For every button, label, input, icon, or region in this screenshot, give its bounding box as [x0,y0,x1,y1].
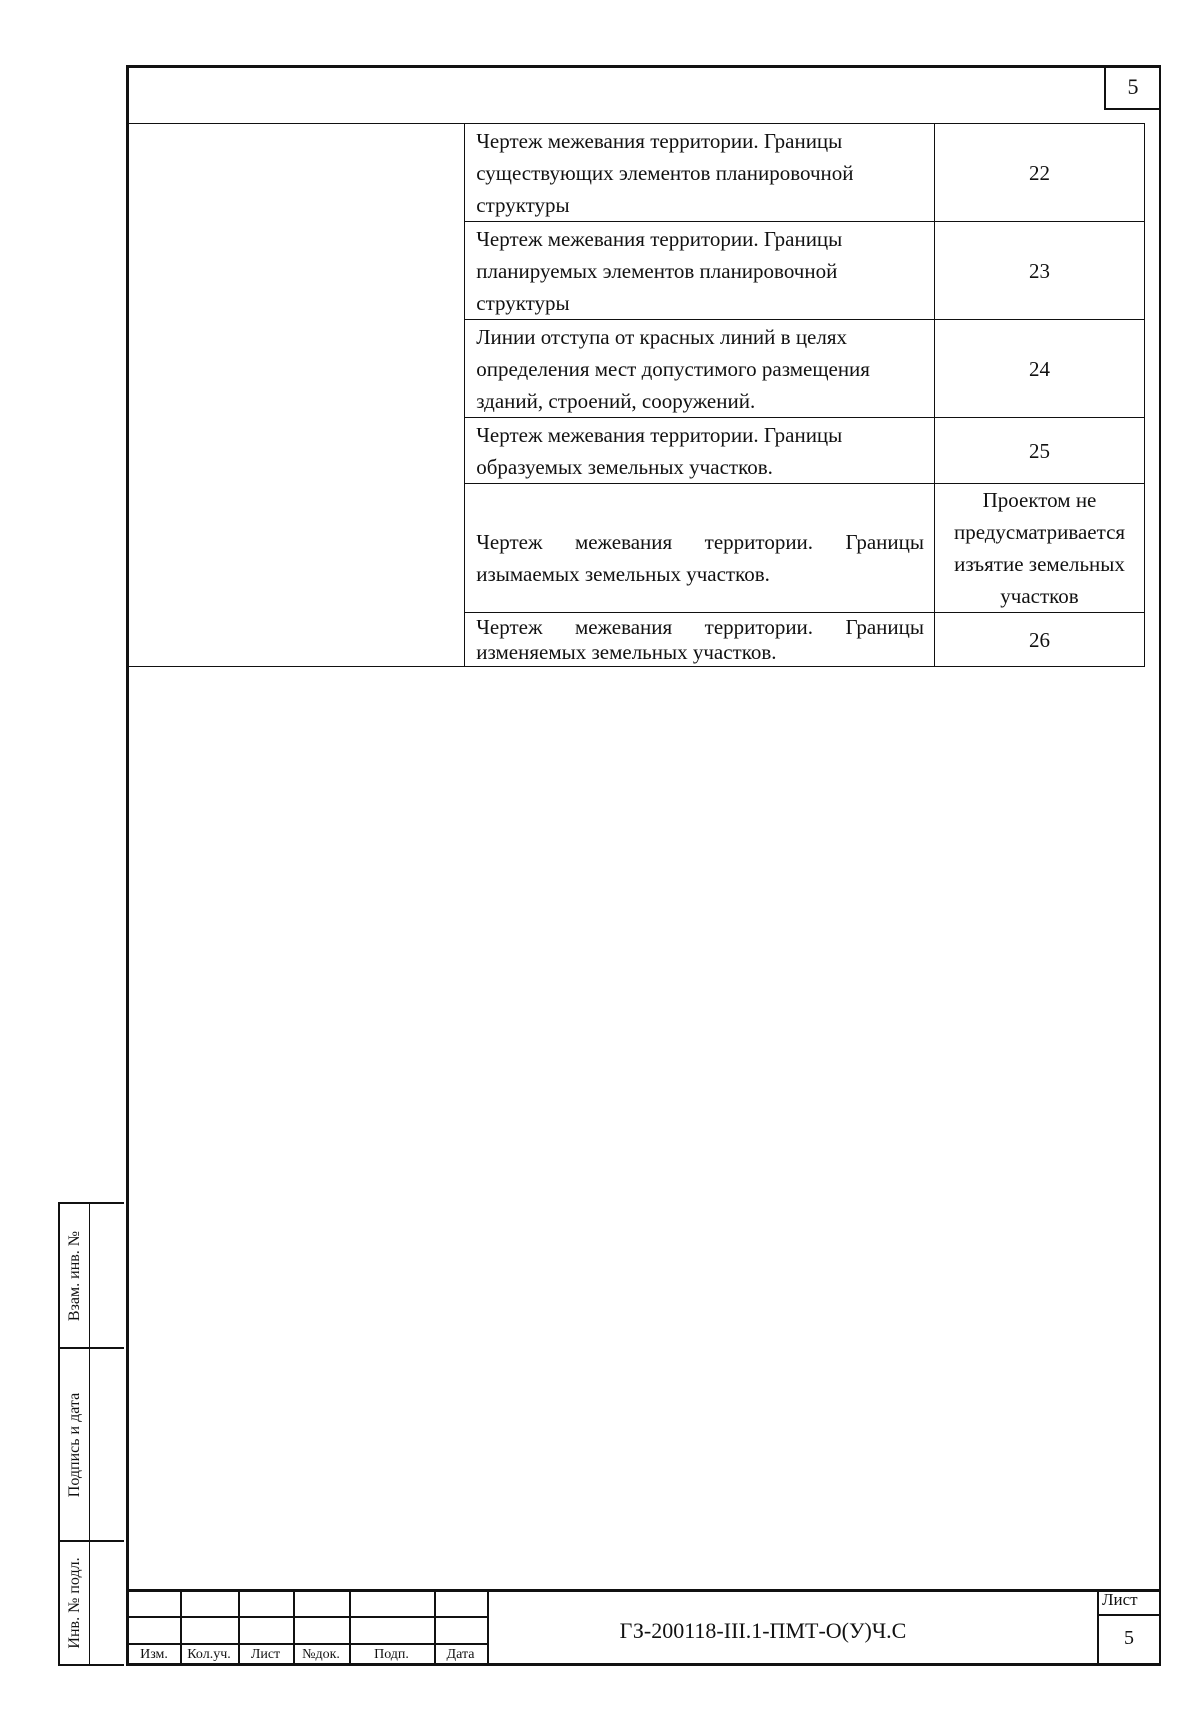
page-number: 5 [1104,66,1160,110]
side-stamp [58,1202,124,1666]
toc-title: Чертеж межевания территории. Границы планируемых элементов планировочной структуры [465,222,935,320]
toc-page: 23 [935,222,1145,320]
toc-title: Чертеж межевания территории. Границы изымаемых земельных участков. [465,484,935,613]
col-kol: Кол.уч. [187,1647,231,1662]
stamp-inv [60,1542,124,1664]
toc-title: Линии отступа от красных линий в целях определения мест допустимого размещения зданий, строений, сооружений. [465,320,935,418]
blank-column [128,124,465,667]
document-code: ГЗ-200118-III.1-ПМТ-О(У)Ч.С [619,1618,907,1643]
title-block [128,1589,1160,1664]
toc-table [128,123,1145,667]
sheet-number: 5 [1124,1627,1134,1649]
stamp-podpis [60,1349,124,1542]
stamp-podpis-label: Подпись и дата [65,1392,83,1497]
stamp-vzam [60,1204,124,1349]
sheet-label: Лист [1102,1590,1138,1609]
toc-title: Чертеж межевания территории. Границы существующих элементов планировочной структуры [465,124,935,222]
col-izm: Изм. [140,1647,168,1662]
toc-page: Проектом не предусматривается изъятие земельных участков [935,484,1145,613]
stamp-inv-label: Инв. № подл. [65,1557,83,1649]
col-ndok: №док. [302,1647,340,1662]
table-row [128,124,1145,222]
toc-page: 25 [935,418,1145,484]
col-podp: Подп. [374,1647,409,1662]
col-list: Лист [250,1647,281,1662]
toc-title: Чертеж межевания территории. Границы образуемых земельных участков. [465,418,935,484]
col-data: Дата [446,1647,475,1662]
toc-page: 26 [935,613,1145,667]
toc-page: 22 [935,124,1145,222]
toc-page: 24 [935,320,1145,418]
toc-title: Чертеж межевания территории. Границы изменяемых земельных участков. [465,613,935,667]
stamp-vzam-label: Взам. инв. № [65,1230,83,1321]
